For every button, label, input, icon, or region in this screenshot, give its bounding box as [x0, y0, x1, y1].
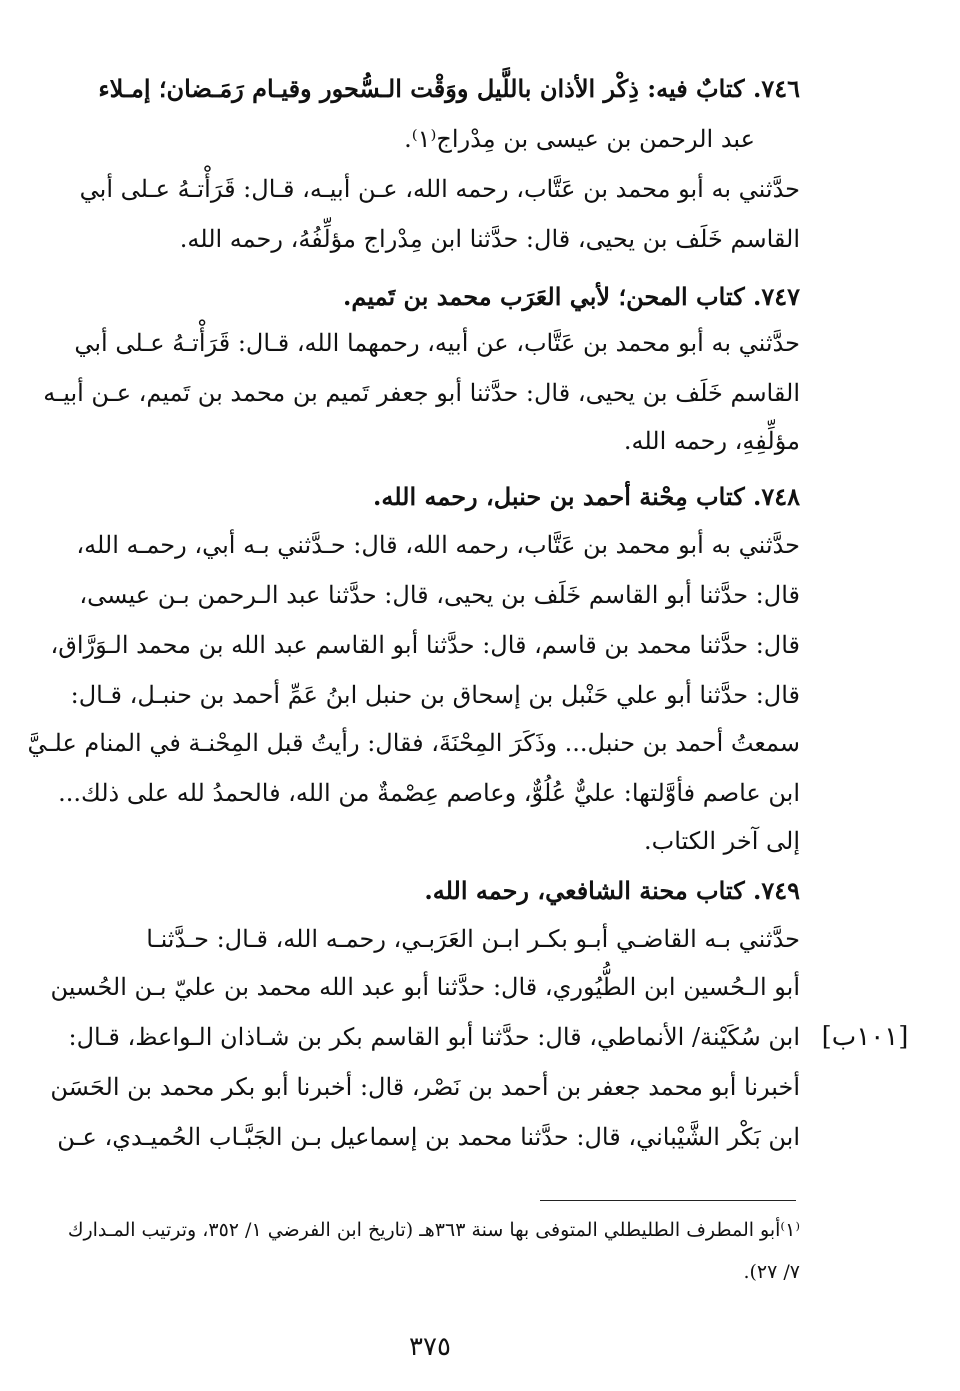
entry-747-heading: ٧٤٧. كتاب المحن؛ لأبي العَرَب محمد بن تَميم.	[343, 282, 800, 311]
footnote-line-1: ⁽١⁾أبو المطرف الطليطلي المتوفى بها سنة ٣٦٣هـ (تاريخ ابن الفرضي ١/ ٣٥٢، وترتيب المـدارك	[67, 1219, 800, 1241]
footnote-separator	[540, 1200, 796, 1201]
entry-749-body-line-2: أبو الـحُسين ابن الطُّيُوري، قال: حدَّثنا أبو عبد الله محمد بن عليّ بـن الحُسين	[50, 973, 800, 1001]
entry-747-body-line-2: القاسم خَلَف بن يحيى، قال: حدَّثنا أبو جعفر تَميم بن محمد بن تَميم، عـن أبيـه	[43, 379, 800, 407]
entry-749-body-line-3: ابن سُكَيْنة/ الأنماطي، قال: حدَّثنا أبو القاسم بكر بن شـاذان الـواعظ، قـال:	[68, 1023, 800, 1051]
entry-748-body-line-3: قال: حدَّثنا محمد بن قاسم، قال: حدَّثنا أبو القاسم عبد الله بن محمد الـوَرَّاق،	[50, 631, 800, 659]
entry-749-body-line-4: أخبرنا أبو محمد جعفر بن أحمد بن نَصْر، قال: أخبرنا أبو بكر محمد بن الحَسَن	[50, 1073, 800, 1101]
entry-746-body-line-2: القاسم خَلَف بن يحيى، قال: حدَّثنا ابن مِدْراج مؤلِّفُهُ، رحمه الله.	[179, 225, 800, 253]
entry-749-body-line-1: حدَّثني بـه القاضـي أبـو بكـر ابـن العَرَبـي، رحمـه الله، قـال: حـدَّثنـا	[146, 925, 800, 953]
entry-749-body-line-5: ابن بَكْر الشَّيْباني، قال: حدَّثنا محمد بن إسماعيل بـن الجَبَّـاب الحُميـدي، عـن	[57, 1123, 800, 1151]
entry-748-body-line-2: قال: حدَّثنا أبو القاسم خَلَف بن يحيى، قال: حدَّثنا عبد الـرحمن بـن عيسى،	[79, 581, 800, 609]
page-number: ٣٧٥	[409, 1332, 451, 1362]
entry-748-body-line-4: قال: حدَّثنا أبو علي حَنْبل بن إسحاق بن حنبل ابنُ عَمِّ أحمد بن حنبـل، قـال:	[70, 681, 800, 709]
entry-746-heading-line-1: ٧٤٦. كتابٌ فيه: ذِكْر الأذان باللَّيل ووَقْت الـسُّحور وقيـام رَمَـضان؛ إمـلاء	[98, 74, 800, 103]
entry-747-body-line-3: مؤلِّفِهِ، رحمه الله.	[623, 427, 800, 455]
entry-748-body-line-1: حدَّثني به أبو محمد بن عَتَّاب، رحمه الله، قال: حـدَّثني بـه أبي، رحمـه الله،	[76, 531, 800, 559]
entry-748-heading: ٧٤٨. كتاب مِحْنة أحمد بن حنبل، رحمه الله.	[372, 482, 800, 511]
entry-746-heading-line-2: عبد الرحمن بن عيسى بن مِدْراج⁽١⁾.	[404, 125, 755, 153]
entry-749-heading: ٧٤٩. كتاب محنة الشافعي، رحمه الله.	[424, 876, 800, 905]
entry-748-body-line-6: ابن عاصم فأوَّلتها: عليٌّ عُلُوٌّ، وعاصم عِصْمةٌ من الله، فالحمدُ لله على ذلك...	[58, 779, 800, 807]
folio-margin-note: [١٠١ب]	[821, 1022, 909, 1052]
entry-748-body-line-7: إلى آخر الكتاب.	[644, 827, 800, 855]
entry-746-body-line-1: حدَّثني به أبو محمد بن عَتَّاب، رحمه الله، عـن أبيـه، قـال: قَرَأْتـهُ عـلى أبي	[79, 175, 800, 203]
footnote-line-2: ٧/ ٢٧).	[743, 1261, 800, 1283]
entry-747-body-line-1: حدَّثني به أبو محمد بن عَتَّاب، عن أبيه، رحمهما الله، قـال: قَرَأْتـهُ عـلى أبي	[74, 329, 800, 357]
entry-748-body-line-5: سمعتُ أحمد بن حنبل... وذَكَرَ المِحْنَةَ، فقال: رأيتُ قبل المِحْنـة في المنام علـيَّ	[27, 729, 800, 757]
